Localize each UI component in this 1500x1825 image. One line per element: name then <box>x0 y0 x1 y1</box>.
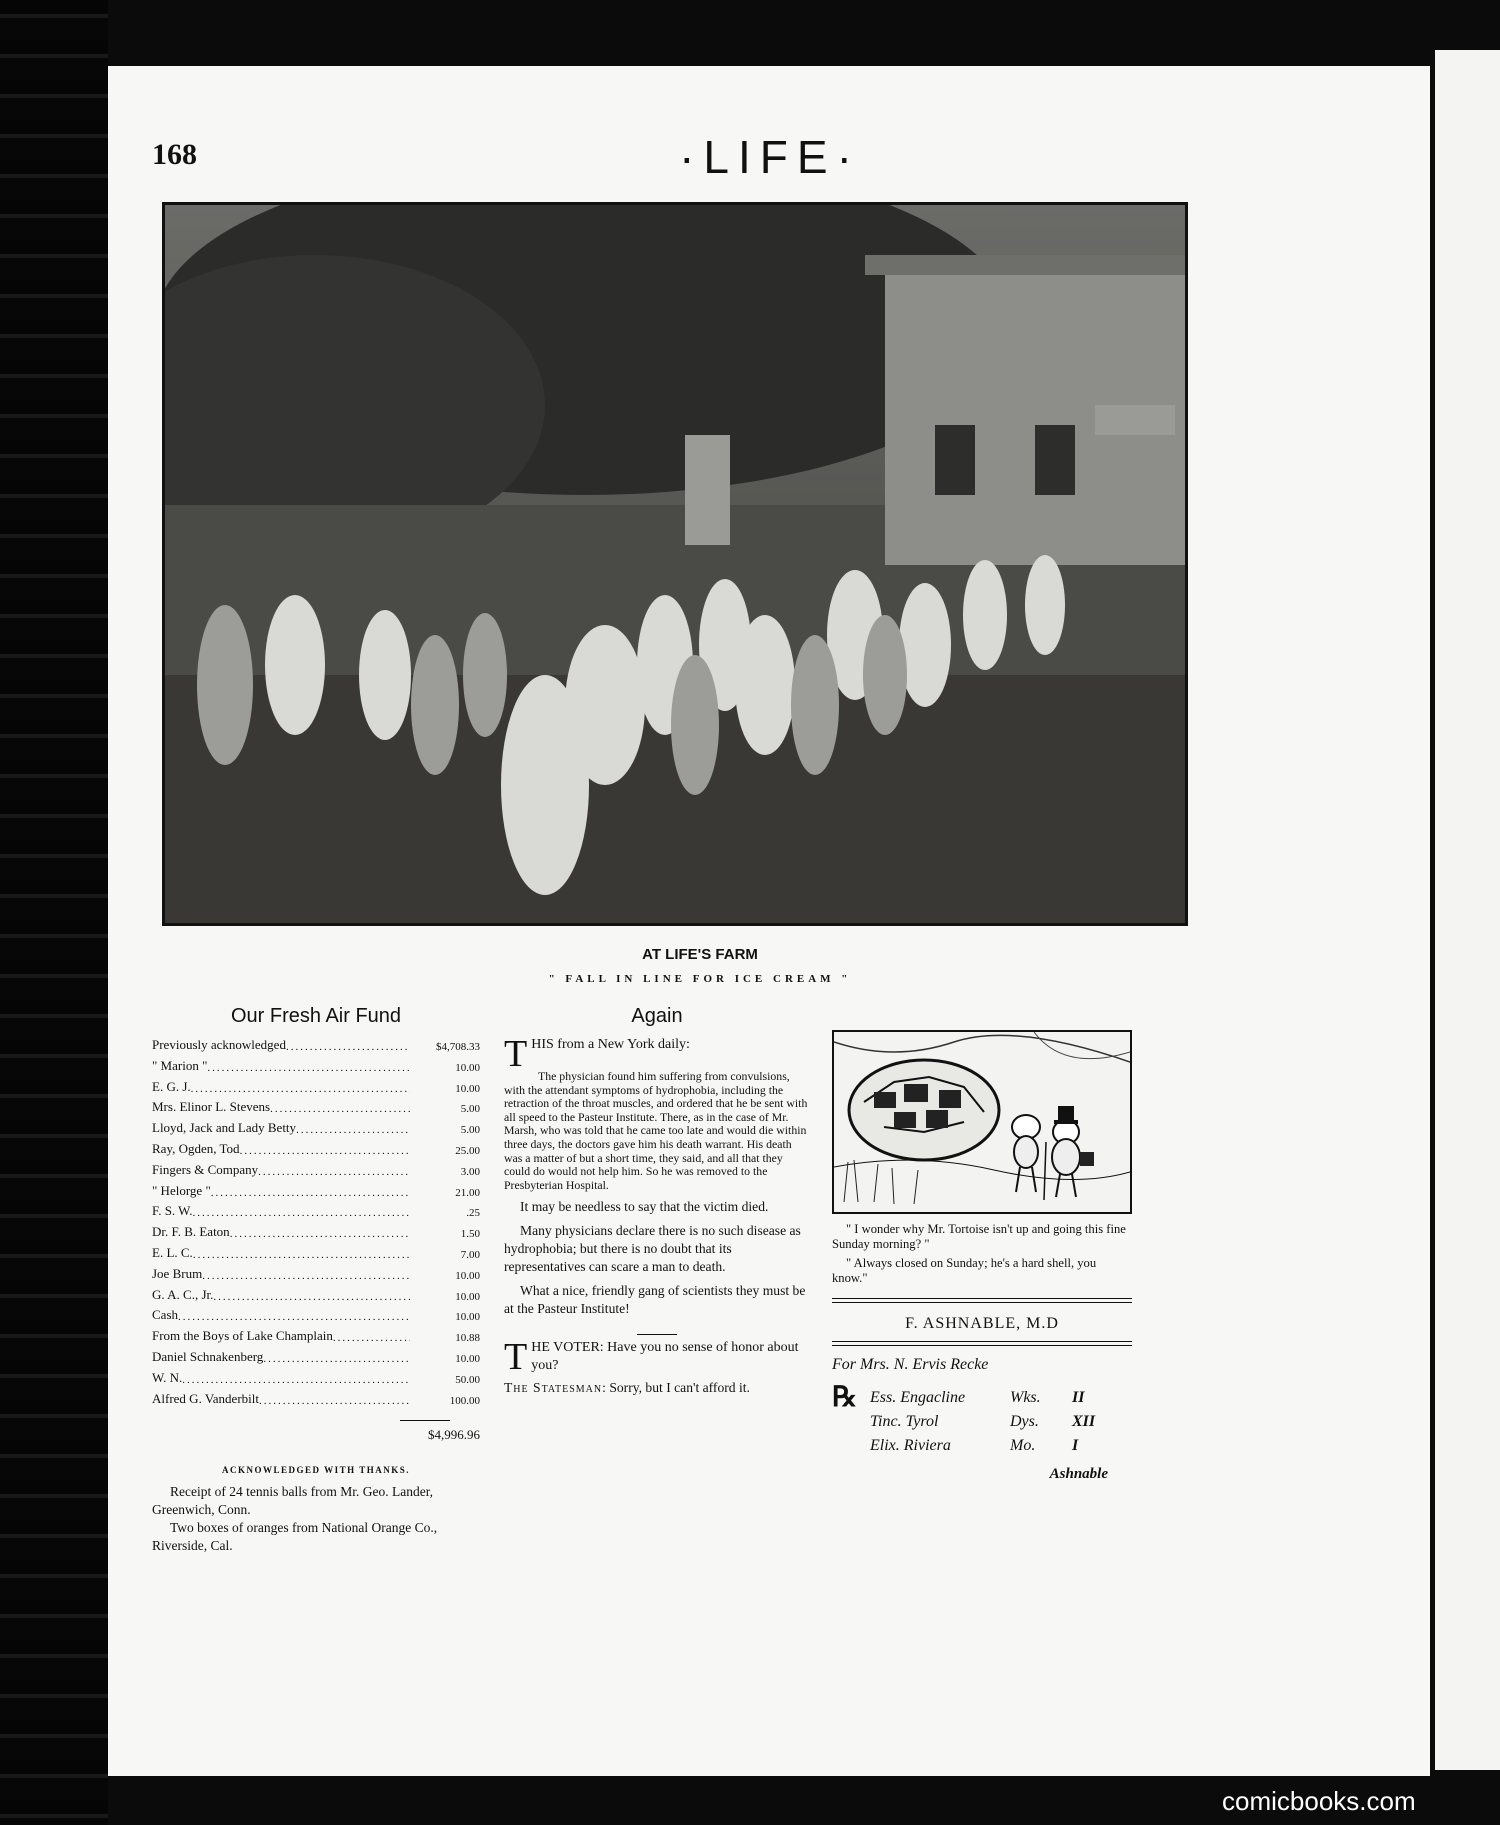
intro-text: HIS from a New York daily: <box>531 1037 690 1052</box>
fund-donor: E. L. C. <box>152 1244 193 1260</box>
fund-entry <box>152 1036 480 1057</box>
fund-amount: 10.00 <box>455 1290 480 1303</box>
fund-amount: $4,708.33 <box>436 1041 480 1053</box>
site-watermark: comicbooks.com <box>1222 1786 1416 1816</box>
rx-item: Tinc. Tyrol <box>870 1413 939 1430</box>
fund-entry <box>152 1327 480 1348</box>
fund-entry <box>152 1161 480 1182</box>
statesman-label: The Statesman <box>504 1380 603 1396</box>
fund-amount: 10.00 <box>455 1269 480 1282</box>
leader-dots <box>193 1202 410 1223</box>
rx-quantity: XII <box>1072 1413 1096 1430</box>
rx-quantity: I <box>1072 1437 1079 1454</box>
fund-donor: From the Boys of Lake Champlain <box>152 1328 333 1344</box>
farm-photograph <box>162 202 1188 926</box>
rx-item: Elix. Riviera <box>870 1437 951 1454</box>
fund-entry <box>152 1390 480 1411</box>
rx-unit: Mo. <box>1010 1437 1036 1454</box>
leader-dots <box>178 1306 410 1327</box>
leader-dots <box>333 1327 410 1348</box>
leader-dots <box>270 1098 410 1119</box>
fund-amount: 10.00 <box>455 1082 480 1095</box>
newspaper-quote: The physician found him suffering from convulsions, with the attendant symptoms of hydrophobia, including the retraction of the throat muscles, and ordered that he be sent with all speed to the Pasteur Institute. There, as in the case of Mr. Marsh, who was told that he came too late and would die within three days, the doctors gave him his death warrant. His death was a matter of but a short time, they said, and all that they could do would not help him. So he was removed to the Presbyterian Hospital. <box>504 1069 808 1192</box>
fund-entry <box>152 1078 480 1099</box>
prescription-lines <box>832 1382 1132 1458</box>
fund-donor: Lloyd, Jack and Lady Betty <box>152 1120 297 1136</box>
fund-amount: 50.00 <box>455 1373 480 1386</box>
fund-total: $4,996.96 <box>428 1427 480 1443</box>
section-divider <box>637 1334 677 1335</box>
fund-donor: Joe Brum <box>152 1265 203 1281</box>
leader-dots <box>258 1161 410 1182</box>
leader-dots <box>182 1369 410 1390</box>
page-number: 168 <box>152 138 197 171</box>
fund-amount: 10.00 <box>455 1061 480 1074</box>
fund-entry <box>152 1244 480 1265</box>
fund-donor: E. G. J. <box>152 1078 191 1094</box>
voter-dialogue <box>504 1336 810 1379</box>
fund-donor: Dr. F. B. Eaton <box>152 1224 230 1240</box>
fund-entry <box>152 1223 480 1244</box>
leader-dots <box>263 1348 410 1369</box>
prescription-line <box>832 1434 1132 1458</box>
prescription-line <box>832 1410 1132 1434</box>
statesman-line: : Sorry, but I can't afford it. <box>602 1380 750 1396</box>
total-rule <box>400 1420 450 1421</box>
fund-entry <box>152 1202 480 1223</box>
prescription-line <box>832 1382 1132 1413</box>
double-rule <box>832 1341 1132 1346</box>
rx-unit: Dys. <box>1010 1413 1039 1430</box>
fund-amount: 100.00 <box>449 1394 480 1407</box>
fund-entry <box>152 1348 480 1369</box>
fund-donor: Mrs. Elinor L. Stevens <box>152 1099 271 1115</box>
fund-entry <box>152 1182 480 1203</box>
fund-donor: G. A. C., Jr. <box>152 1286 214 1302</box>
photo-subcaption: " FALL IN LINE FOR ICE CREAM " <box>548 973 852 985</box>
fund-list <box>152 1036 480 1410</box>
cartoon-caption-question: " I wonder why Mr. Tortoise isn't up and going this fine Sunday morning? " <box>832 1222 1126 1251</box>
scan-edge <box>0 0 108 1825</box>
fund-donor: Alfred G. Vanderbilt <box>152 1390 259 1406</box>
leader-dots <box>296 1119 410 1140</box>
receipt-item: Two boxes of oranges from National Orange Co., Riverside, Cal. <box>152 1520 438 1554</box>
leader-dots <box>191 1078 410 1099</box>
rx-symbol: ℞ <box>832 1382 858 1413</box>
fund-amount: 10.88 <box>455 1332 480 1345</box>
fund-entry <box>152 1057 480 1078</box>
fund-amount: .25 <box>466 1207 480 1220</box>
masthead-title: ·LIFE· <box>679 131 861 183</box>
rx-unit: Wks. <box>1010 1389 1041 1406</box>
leader-dots <box>286 1036 410 1057</box>
facing-page-edge <box>1435 50 1500 1770</box>
cartoon-column <box>832 1030 1132 1483</box>
fund-donor: Previously acknowledged <box>152 1037 286 1052</box>
body-paragraph: It may be needless to say that the victim died. <box>520 1199 769 1215</box>
leader-dots <box>230 1223 410 1244</box>
fund-donor: Ray, Ogden, Tod <box>152 1140 240 1156</box>
again-column <box>504 1005 810 1397</box>
fund-entry <box>152 1265 480 1286</box>
fund-amount: 7.00 <box>460 1248 480 1261</box>
fund-title: Our Fresh Air Fund <box>230 1005 402 1027</box>
leader-dots <box>211 1182 410 1203</box>
drop-cap: T <box>504 1033 528 1075</box>
fund-entry <box>152 1119 480 1140</box>
body-paragraph: What a nice, friendly gang of scientists they must be at the Pasteur Institute! <box>504 1283 806 1317</box>
drop-cap: T <box>504 1336 528 1379</box>
fund-donor: Fingers & Company <box>152 1161 259 1177</box>
prescription-patient: For Mrs. N. Ervis Recke <box>832 1356 989 1373</box>
doctor-name: F. ASHNABLE, M.D <box>905 1315 1059 1332</box>
again-title: Again <box>631 1005 683 1027</box>
body-paragraph: Many physicians declare there is no such disease as hydrophobia; but there is no doubt that its representatives can scare a man to death. <box>504 1223 801 1275</box>
statesman-reply <box>504 1379 810 1397</box>
again-intro <box>504 1033 810 1075</box>
fund-entry <box>152 1286 480 1307</box>
leader-dots <box>259 1390 410 1411</box>
fund-amount: 5.00 <box>460 1103 480 1116</box>
fund-entry <box>152 1140 480 1161</box>
fund-amount: 5.00 <box>460 1124 480 1137</box>
prescription-signature: Ashnable <box>1049 1466 1108 1482</box>
photo-caption: AT LIFE'S FARM <box>642 946 758 963</box>
fund-amount: 10.00 <box>455 1311 480 1324</box>
fund-entry <box>152 1369 480 1390</box>
fund-amount: 3.00 <box>460 1165 480 1178</box>
fund-donor: W. N. <box>152 1369 183 1385</box>
leader-dots <box>213 1286 410 1307</box>
fund-donor: " Marion " <box>152 1057 208 1073</box>
fund-entry <box>152 1306 480 1327</box>
rx-symbol <box>832 1410 870 1434</box>
fund-amount: 1.50 <box>460 1228 480 1241</box>
leader-dots <box>207 1057 410 1078</box>
receipt-item: Receipt of 24 tennis balls from Mr. Geo. Lander, Greenwich, Conn. <box>152 1484 434 1518</box>
double-rule <box>832 1298 1132 1303</box>
leader-dots <box>193 1244 410 1265</box>
tortoise-cartoon <box>832 1030 1132 1214</box>
fund-amount: 21.00 <box>455 1186 480 1199</box>
leader-dots <box>202 1265 410 1286</box>
leader-dots <box>240 1140 410 1161</box>
cartoon-caption-answer: " Always closed on Sunday; he's a hard shell, you know." <box>832 1256 1097 1285</box>
fund-entry <box>152 1098 480 1119</box>
fund-donor: F. S. W. <box>152 1203 193 1219</box>
rx-item: Ess. Engacline <box>870 1389 966 1406</box>
voter-line: HE VOTER: Have you no sense of honor about you? <box>531 1340 799 1374</box>
fund-amount: 10.00 <box>455 1352 480 1365</box>
fund-donor: Daniel Schnakenberg <box>152 1348 264 1364</box>
rx-symbol <box>832 1434 870 1458</box>
fund-donor: " Helorge " <box>152 1182 211 1198</box>
fund-donor: Cash <box>152 1307 178 1323</box>
fund-amount: 25.00 <box>455 1144 480 1157</box>
rx-quantity: II <box>1072 1389 1085 1406</box>
ack-heading: ACKNOWLEDGED WITH THANKS. <box>222 1465 410 1476</box>
fresh-air-fund-column <box>152 1005 480 1555</box>
